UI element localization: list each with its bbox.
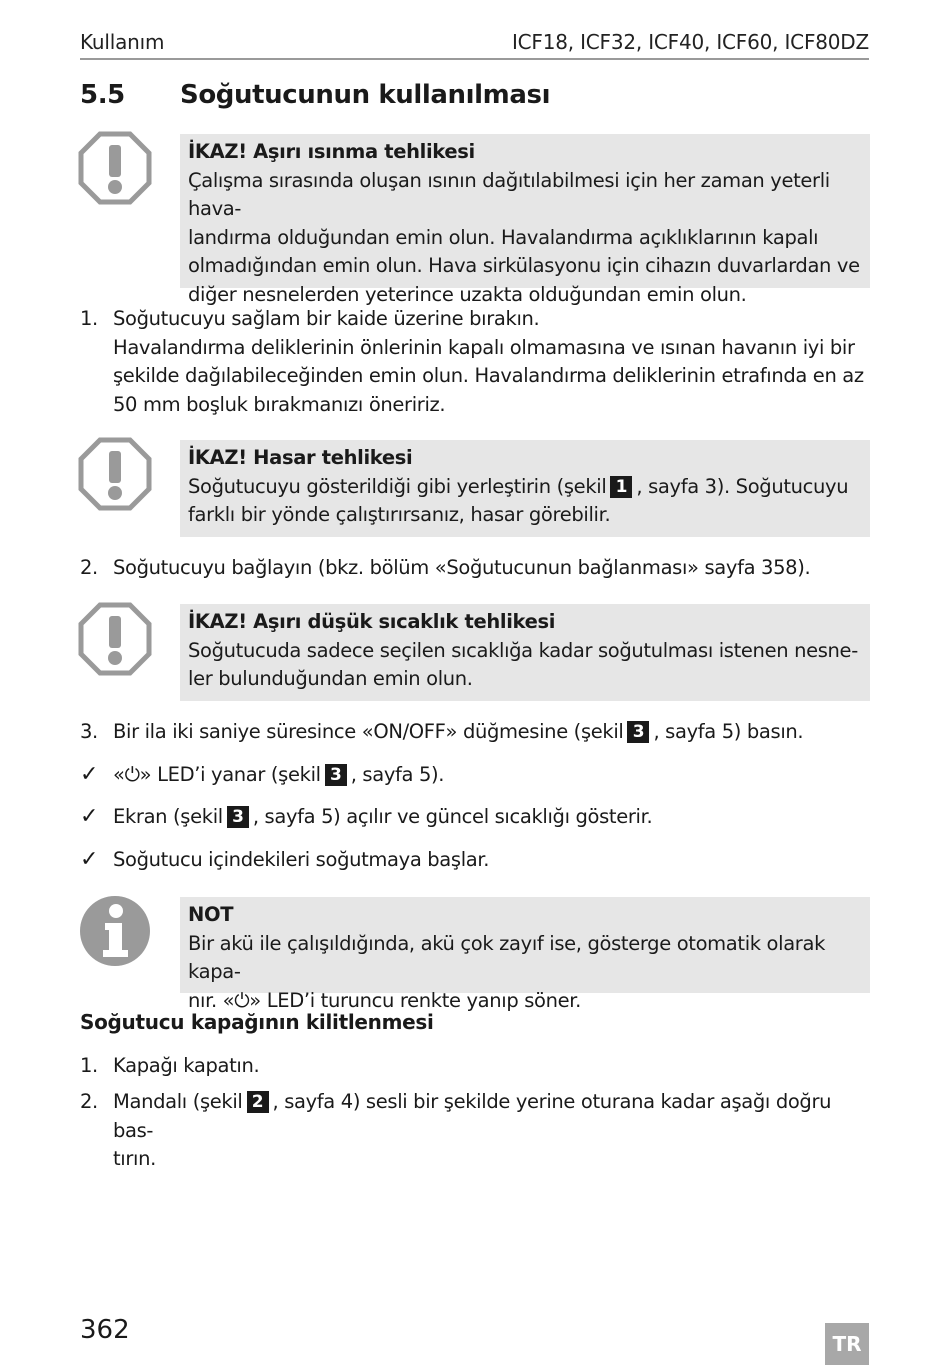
note-text-line: Bir akü ile çalışıldığında, akü çok zayıf ise, gösterge otomatik olarak kapa- [188, 931, 826, 983]
result-item [80, 761, 870, 790]
step-text: , sayfa 5) basın. [653, 720, 804, 743]
warning-text-line: ler bulunduğundan emin olun. [188, 667, 473, 690]
step-text-line: 50 mm boşluk bırakmanızı öneririz. [113, 392, 446, 416]
step-text-line: Kapağı kapatın. [113, 1054, 260, 1077]
step-text-line: Soğutucuyu sağlam bir kaide üzerine bırakın. [113, 307, 540, 330]
warning-text-line: Çalışma sırasında oluşan ısının dağıtılabilmesi için her zaman yeterli hava- [188, 168, 830, 220]
warning-low-temp-box [180, 604, 870, 701]
warning-octagon-icon [78, 131, 152, 205]
header-rule [80, 58, 869, 60]
step-number: 1. [80, 1054, 98, 1077]
note-text-line: nır. «⏻» LED’i turuncu renkte yanıp söner. [188, 988, 582, 1012]
result-item [80, 803, 870, 832]
step-number: 2. [80, 556, 98, 579]
step-number: 2. [80, 1090, 98, 1113]
lock-step-2 [80, 1088, 870, 1174]
lock-step-1 [80, 1052, 870, 1081]
result-text: «⏻» LED’i yanar (şekil [113, 763, 321, 786]
page-number: 362 [80, 1315, 130, 1345]
result-text: Ekran (şekil [113, 805, 223, 828]
warning-title: İKAZ! Aşırı düşük sıcaklık tehlikesi [188, 610, 556, 633]
result-text-line [113, 761, 870, 790]
warning-title: İKAZ! Aşırı ısınma tehlikesi [188, 140, 475, 163]
warning-title: İKAZ! Hasar tehlikesi [188, 446, 413, 469]
warning-octagon-icon [78, 437, 152, 511]
figure-ref-badge: 1 [610, 476, 632, 498]
step-text-line: Soğutucuyu bağlayın (bkz. bölüm «Soğutucunun bağlanması» sayfa 358). [113, 556, 811, 579]
section-title: Soğutucunun kullanılması [180, 80, 551, 110]
step-text-line: şekilde dağılabileceğinden emin olun. Havalandırma deliklerinin etrafında en az [113, 364, 864, 387]
step-text-line: tırın. [113, 1147, 156, 1170]
note-box [180, 897, 870, 1012]
step-text-line [113, 1088, 870, 1145]
instruction-step-2 [80, 554, 870, 583]
result-text-line: Soğutucu içindekileri soğutmaya başlar. [113, 848, 490, 871]
section-number: 5.5 [80, 80, 125, 110]
instruction-step-3 [80, 718, 870, 747]
step-text: Mandalı (şekil [113, 1090, 243, 1113]
warning-text-line: landırma olduğundan emin olun. Havalandırma açıklıklarının kapalı [188, 225, 819, 249]
warning-text-line: farklı bir yönde çalıştırırsanız, hasar görebilir. [188, 503, 611, 526]
info-circle-icon [78, 894, 152, 968]
warning-text-line [188, 473, 862, 502]
step-text: Bir ila iki saniye süresince «ON/OFF» düğmesine (şekil [113, 720, 624, 743]
result-item [80, 846, 870, 875]
running-header-section: Kullanım [80, 30, 165, 54]
warning-text: Soğutucuyu gösterildiği gibi yerleştirin (şekil [188, 474, 607, 498]
result-text-line [113, 803, 870, 832]
step-text: , sayfa 4) sesli bir şekilde yerine oturana kadar aşağı doğru bas- [113, 1090, 832, 1142]
note-title: NOT [188, 903, 234, 926]
warning-text-line: Soğutucuda sadece seçilen sıcaklığa kadar soğutulması istenen nesne- [188, 638, 858, 662]
checkmark-icon: ✓ [80, 847, 99, 872]
result-text: , sayfa 5). [350, 763, 445, 786]
language-tab: TR [825, 1323, 869, 1365]
figure-ref-badge: 3 [627, 721, 649, 743]
warning-octagon-icon [78, 602, 152, 676]
figure-ref-badge: 2 [247, 1091, 269, 1113]
step-number: 3. [80, 720, 98, 743]
step-number: 1. [80, 307, 98, 330]
checkmark-icon: ✓ [80, 804, 99, 829]
figure-ref-badge: 3 [227, 806, 249, 828]
warning-text-line: olmadığından emin olun. Hava sirkülasyonu için cihazın duvarlardan ve [188, 254, 860, 277]
warning-damage-box [180, 440, 870, 537]
warning-text-line: diğer nesnelerden yeterince uzakta olduğundan emin olun. [188, 282, 747, 306]
result-text: , sayfa 5) açılır ve güncel sıcaklığı gösterir. [252, 805, 653, 828]
running-header-models: ICF18, ICF32, ICF40, ICF60, ICF80DZ [511, 30, 869, 54]
warning-text: , sayfa 3). Soğutucuyu [636, 474, 849, 498]
figure-ref-badge: 3 [325, 764, 347, 786]
step-text-line [113, 718, 870, 747]
step-text-line: Havalandırma deliklerinin önlerinin kapalı olmamasına ve ısınan havanın iyi bir [113, 335, 855, 359]
instruction-step-1 [80, 305, 870, 419]
subsection-heading: Soğutucu kapağının kilitlenmesi [80, 1010, 434, 1034]
checkmark-icon: ✓ [80, 762, 99, 787]
warning-overheat-box [180, 134, 870, 306]
